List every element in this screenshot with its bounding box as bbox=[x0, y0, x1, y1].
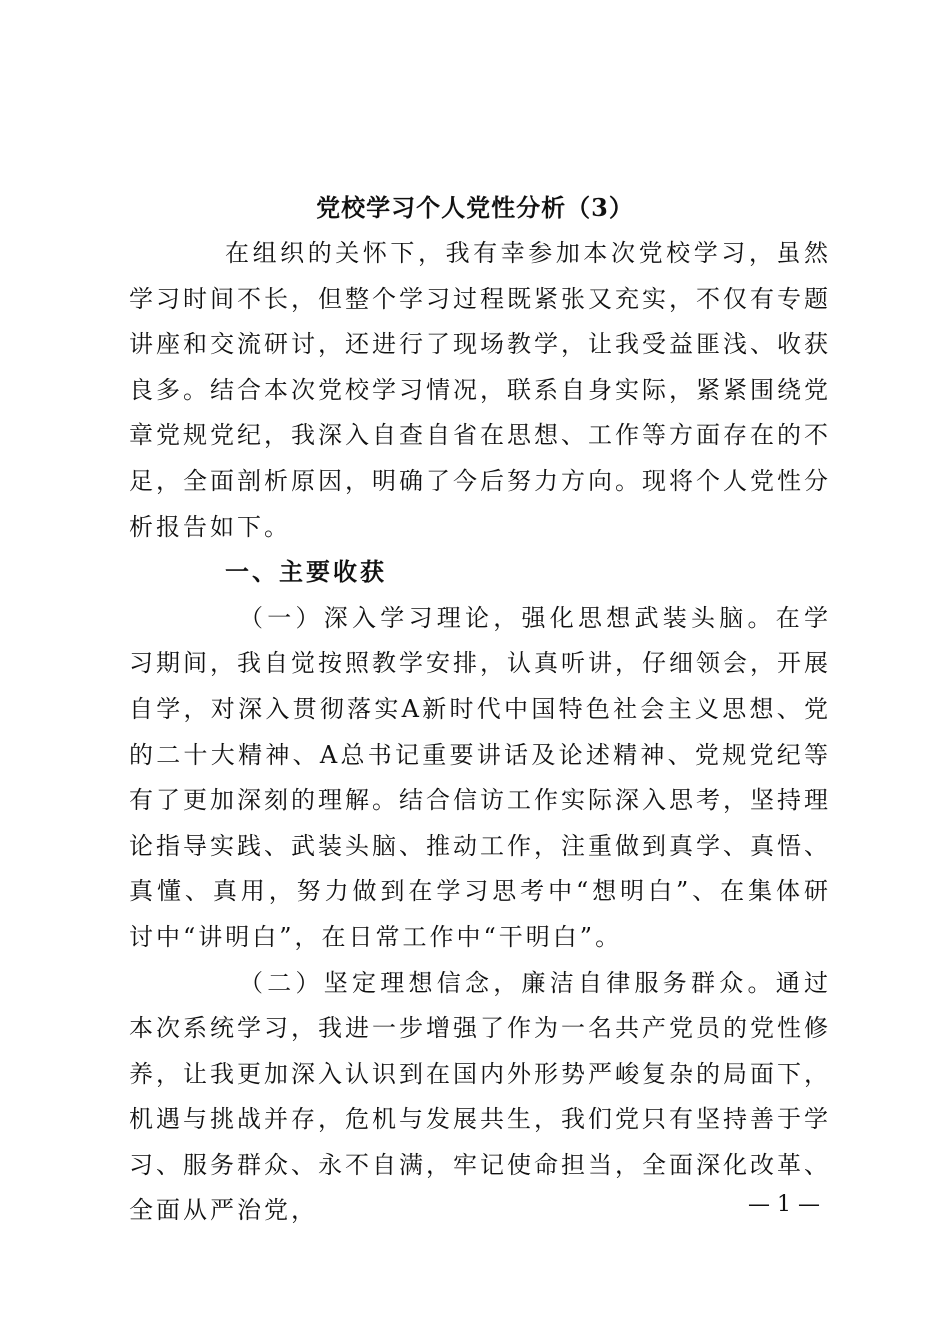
document-body bbox=[129, 231, 831, 1234]
paragraph-2: （二）坚定理想信念，廉洁自律服务群众。通过本次系统学习，我进一步增强了作为一名共产党员的党性修养，让我更加深入认识到在国内外形势严峻复杂的局面下，机遇与挑战并存，危机与发展共生，我们党只有坚持善于学习、服务群众、永不自满，牢记使命担当，全面深化改革、全面从严治党， bbox=[129, 968, 831, 1225]
intro-paragraph: 在组织的关怀下，我有幸参加本次党校学习，虽然学习时间不长，但整个学习过程既紧张又充实，不仅有专题讲座和交流研讨，还进行了现场教学，让我受益匪浅、收获良多。结合本次党校学习情况，联系自身实际，紧紧围绕党章党规党纪，我深入自查自省在思想、工作等方面存在的不足，全面剖析原因，明确了今后努力方向。现将个人党性分析报告如下。 bbox=[129, 239, 831, 541]
page-number: — 1 — bbox=[748, 1192, 820, 1217]
document-title: 党校学习个人党性分析（3） bbox=[316, 193, 634, 222]
paragraph-1: （一）深入学习理论，强化思想武装头脑。在学习期间，我自觉按照教学安排，认真听讲，仔细领会，开展自学，对深入贯彻落实A新时代中国特色社会主义思想、党的二十大精神、A总书记重要讲话及论述精神、党规党纪等有了更加深刻的理解。结合信访工作实际深入思考，坚持理论指导实践、武装头脑、推动工作，注重做到真学、真悟、真懂、真用，努力做到在学习思考中“想明白”、在集体研讨中“讲明白”，在日常工作中“干明白”。 bbox=[129, 603, 831, 951]
section-heading: 一、主要收获 bbox=[225, 558, 387, 587]
